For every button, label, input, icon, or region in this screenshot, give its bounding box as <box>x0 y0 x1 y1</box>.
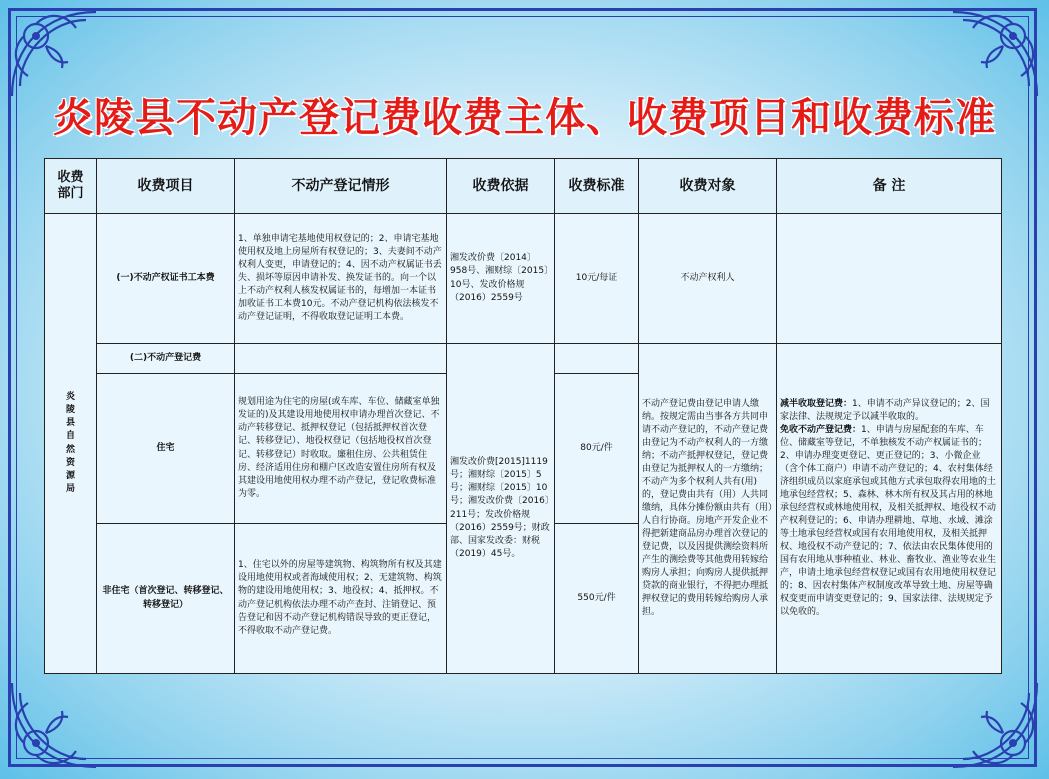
department-cell: 炎 陵 县 自 然 资 源 局 <box>45 214 97 674</box>
fee-table <box>44 158 1002 674</box>
table-row <box>45 214 1002 344</box>
situation-cell: 1、住宅以外的房屋等建筑物、构筑物所有权及其建设用地使用权或者海域使用权；2、无建筑物、构筑物的建设用地使用权；3、地役权；4、抵押权。不动产登记机构依法办理不动产查封、注销登记、预告登记和因不动产登记机构错误导致的更正登记，不得收取不动产登记费。 <box>235 524 447 674</box>
standard-cell: 550元/件 <box>555 524 639 674</box>
header-standard: 收费标准 <box>555 159 639 214</box>
page-title: 炎陵县不动产登记费收费主体、收费项目和收费标准 <box>53 94 996 141</box>
target-cell: 不动产登记费由登记申请人缴纳。按规定需由当事各方共同申请不动产登记的，不动产登记费由登记为不动产权利人的一方缴纳；不动产抵押权登记，登记费由登记为抵押权人的一方缴纳；不动产为多个权利人共有(用)的，登记费由共有（用）人共同缴纳，具体分摊份额由共有（用）人自行协商。房地产开发企业不得把新建商品房办理首次登记的登记费，以及因提供测绘资料所产生的测绘费等其他费用转嫁给购房人承担；向购房人提供抵押贷款的商业银行，不得把办理抵押权登记的费用转嫁给购房人承担。 <box>639 344 777 674</box>
situation-cell <box>235 344 447 374</box>
situation-cell: 1、单独申请宅基地使用权登记的；2、申请宅基地使用权及地上房屋所有权登记的；3、夫妻间不动产权利人变更，申请登记的；4、因不动产权属证书丢失、损坏等原因申请补发、换发证书的。向一个以上不动产权利人核发权属证书的，每增加一本证书加收证书工本费10元。不动产登记机构依法核发不动产登记证明，不得收取登记证明工本费。 <box>235 214 447 344</box>
item-cell: (二)不动产登记费 <box>97 344 235 374</box>
item-cell: (一)不动产权证书工本费 <box>97 214 235 344</box>
remark-reduce-text: 1、申请不动产异议登记的；2、国家法律、法规规定予以减半收取的。 <box>780 398 990 422</box>
situation-cell: 规划用途为住宅的房屋(或车库、车位、储藏室单独发证的)及其建设用地使用权申请办理首次登记、不动产转移登记、抵押权登记（包括抵押权首次登记、转移登记）、地役权登记（包括地役权首次登记、转移登记）时收取。廉租住房、公共租赁住房、经济适用住房和棚户区改造安置住房所有权及其建设用地使用权办理不动产登记，登记收费标准为零。 <box>235 374 447 524</box>
remark-cell <box>777 344 1002 674</box>
target-cell: 不动产权利人 <box>639 214 777 344</box>
standard-cell: 10元/每证 <box>555 214 639 344</box>
remark-exempt-text: 1、申请与房屋配套的车库、车位、储藏室等登记，不单独核发不动产权属证书的；2、申请办理变更登记、更正登记的；3、小微企业（含个体工商户）申请不动产登记的；4、农村集体经济组织成员以家庭承包或其他方式承包取得农用地的土地承包经营权；5、森林、林木所有权及其占用的林地承包经营权或林地使用权，及相关抵押权、地役权不动产权利登记的；6、申请办理耕地、草地、水域、滩涂等土地承包经营权或国有农用地使用权，及相关抵押权、地役权不动产登记的；7、依法由农民集体使用的国有农用地从事种植业、林业、畜牧业、渔业等农业生产，申请土地承包经营权登记或国有农用地使用权登记的；8、因农村集体产权制度改革导致土地、房屋等确权变更而申请变更登记的；9、国家法律、法规规定予以免收的。 <box>780 424 997 618</box>
header-basis: 收费依据 <box>447 159 555 214</box>
remark-exempt-label: 免收不动产登记费： <box>780 424 862 435</box>
header-remark: 备 注 <box>777 159 1002 214</box>
ornament-corner-bottom-left <box>6 677 102 773</box>
header-target: 收费对象 <box>639 159 777 214</box>
basis-cell: 湘发改价费[2015]1119号；湘财综〔2015〕5号；湘财综〔2015〕10号；湘发改价费〔2016〕211号；发改价格规（2016）2559号；财政部、国家发改委：财税（2019）45号。 <box>447 344 555 674</box>
standard-cell <box>555 344 639 374</box>
remark-reduce-label: 减半收取登记费： <box>780 398 853 409</box>
header-item: 收费项目 <box>97 159 235 214</box>
table-header-row <box>45 159 1002 214</box>
table-row <box>45 344 1002 374</box>
basis-cell: 湘发改价费〔2014〕958号、湘财综〔2015〕10号、发改价格规（2016）2559号 <box>447 214 555 344</box>
remark-cell <box>777 214 1002 344</box>
ornament-corner-bottom-right <box>947 677 1043 773</box>
header-department: 收费 部门 <box>45 159 97 214</box>
standard-cell: 80元/件 <box>555 374 639 524</box>
header-situation: 不动产登记情形 <box>235 159 447 214</box>
item-cell: 非住宅（首次登记、转移登记、转移登记） <box>97 524 235 674</box>
item-cell: 住宅 <box>97 374 235 524</box>
